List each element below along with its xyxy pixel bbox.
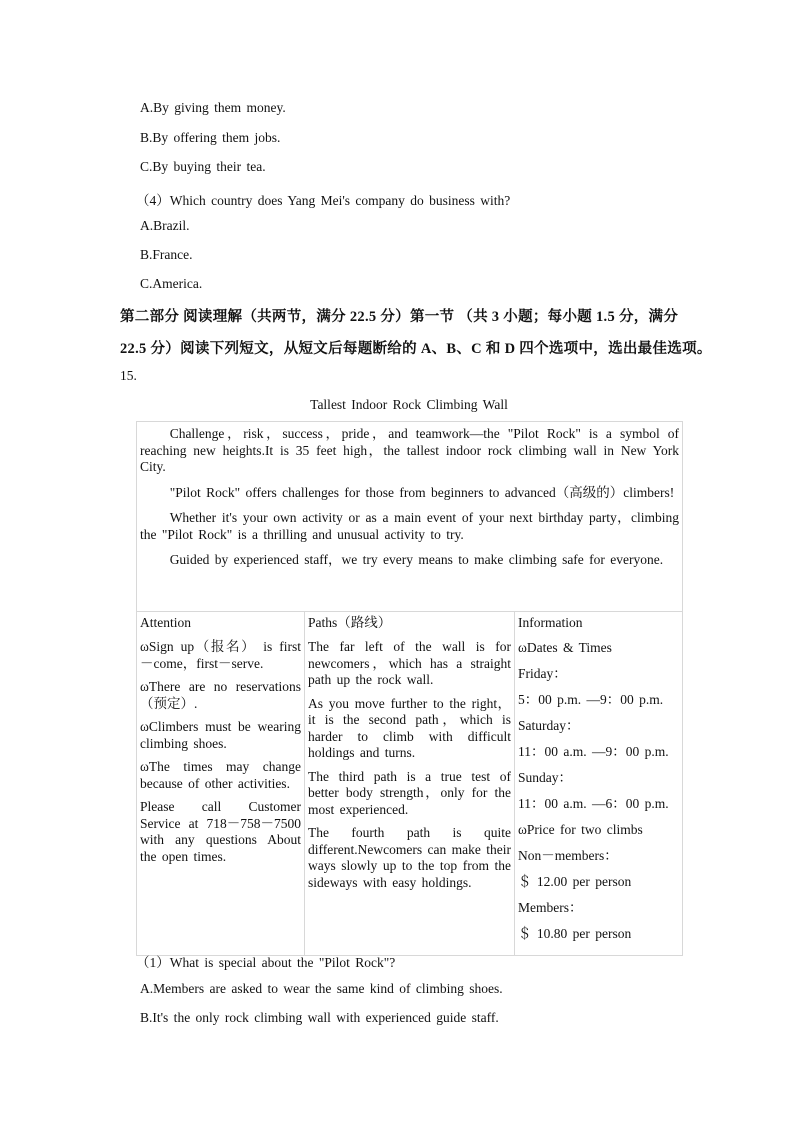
q1-option-b[interactable]: B.It's the only rock climbing wall with experienced guide staff.	[140, 1010, 499, 1025]
info-item: Non－members：	[518, 848, 618, 863]
info-item: 5：00 p.m. —9：00 p.m.	[518, 692, 664, 707]
attention-header: Attention	[140, 615, 191, 630]
path-item: The far left of the wall is for newcomers，which has a straight path up the rock wall.	[308, 639, 511, 687]
passage-title: Tallest Indoor Rock Climbing Wall	[310, 397, 508, 412]
info-item: Saturday：	[518, 718, 580, 733]
question-4-text: （4）Which country does Yang Mei's company do business with?	[136, 193, 511, 208]
passage-table	[136, 421, 683, 956]
info-item: Members：	[518, 900, 583, 915]
attention-item: Please call Customer Service at 718－758－7500 with any questions About the open times.	[140, 799, 301, 864]
option-b[interactable]: B.By offering them jobs.	[140, 130, 281, 145]
info-item: ＄ 12.00 per person	[518, 874, 632, 889]
paths-header: Paths（路线）	[308, 615, 392, 630]
info-item: ωDates & Times	[518, 640, 612, 655]
section-heading-line-1: 第二部分 阅读理解（共两节，满分 22.5 分）第一节 （共 3 小题；每小题 1.5 分，满分	[120, 309, 679, 325]
info-item: 11：00 a.m. —6：00 p.m.	[518, 796, 669, 811]
path-item: As you move further to the right，it is the second path，which is harder to climb with difficult holdings and turns.	[308, 695, 511, 760]
q4-option-a[interactable]: A.Brazil.	[140, 218, 190, 233]
intro-paragraph-4: Guided by experienced staff，we try every means to make climbing safe for everyone.	[169, 552, 664, 567]
attention-item: ωThere are no reservations（预定）.	[140, 679, 301, 711]
attention-column	[137, 612, 305, 956]
attention-item: ωThe times may change because of other activities.	[140, 759, 301, 791]
intro-row	[137, 422, 683, 612]
option-c[interactable]: C.By buying their tea.	[140, 159, 266, 174]
q4-option-c[interactable]: C.America.	[140, 276, 203, 291]
paths-column	[305, 612, 515, 956]
info-item: Friday：	[518, 666, 567, 681]
intro-paragraph-3: Whether it's your own activity or as a main event of your next birthday party，climbing the "Pilot Rock" is a thrilling and unusual activity to try.	[140, 510, 679, 542]
path-item: The third path is a true test of better body strength，only for the most experienced.	[308, 768, 511, 817]
question-number: 15.	[120, 368, 137, 383]
attention-item: ωSign up（报名） is first－come，first－serve.	[140, 639, 301, 671]
info-item: Sunday：	[518, 770, 572, 785]
option-a[interactable]: A.By giving them money.	[140, 100, 286, 115]
q1-option-a[interactable]: A.Members are asked to wear the same kind of climbing shoes.	[140, 981, 503, 996]
question-1-text: （1）What is special about the "Pilot Rock"?	[136, 955, 396, 970]
q4-option-b[interactable]: B.France.	[140, 247, 193, 262]
info-item: 11：00 a.m. —9：00 p.m.	[518, 744, 669, 759]
details-row	[137, 612, 683, 956]
intro-paragraph-2: "Pilot Rock" offers challenges for those from beginners to advanced（高级的）climbers!	[169, 484, 675, 500]
intro-paragraph-1: Challenge，risk，success，pride，and teamwork—the "Pilot Rock" is a symbol of reaching new heights.It is 35 feet high，the tallest indoor rock climbing wall in New York City.	[140, 426, 679, 474]
section-heading-line-2: 22.5 分）阅读下列短文，从短文后每题断给的 A、B、C 和 D 四个选项中，选出最佳选项。	[120, 341, 712, 357]
information-column	[515, 612, 683, 956]
attention-item: ωClimbers must be wearing climbing shoes.	[140, 719, 301, 751]
info-item: ωPrice for two climbs	[518, 822, 643, 837]
information-header: Information	[518, 615, 583, 630]
info-item: ＄ 10.80 per person	[518, 926, 632, 941]
path-item: The fourth path is quite different.Newcomers can make their ways slowly up to the top from the sideways with easy holdings.	[308, 825, 511, 890]
